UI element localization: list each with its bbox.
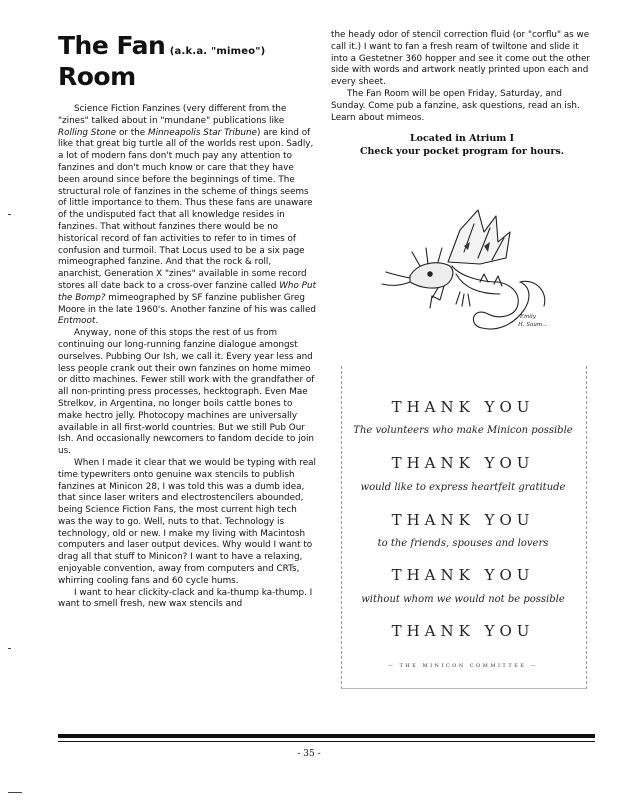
paragraph-2: Anyway, none of this stops the rest of us from continuing our long-running fanzine dialogue amongst ourselves. Pubbing Our Ish, we call it. Every year less and less people crank out their own fanzines on home mimeo or ditto machines. Fewer still work with the grandfather of all non-printing press processes, hecktograph. Even Mae Strelkov, in Argentina, no longer boils cattle bones to make hectro jelly. Photocopy machines are universally available in all first-world countries. But we still Pub Our Ish. And occasionally newcomers to fandom decide to join us.	[58, 328, 315, 457]
artist-signature-line-1: Emily	[520, 314, 536, 320]
scan-mark	[8, 214, 11, 215]
paragraph-5: the heady odor of stencil correction fluid (or "corflu" as we call it.) I want to fan a fresh ream of twiltone and slide it into a Gestetner 360 hopper and see it come out the other side with words and artwork neatly printed upon each and every sheet.	[331, 30, 591, 88]
paragraph-3: When I made it clear that we would be typing with real time typewriters onto genuine wax stencils to publish fanzines at Minicon 28, I was told this was a dumb idea, that since laser writers and electrostencilers abounded, being Science Fiction Fans, the most current high tech was the way to go. Well, nuts to that. Technology is technology, old or new. I make my living with Macintosh computers and laser output devices. Why would I want to drag all that stuff to Minicon? I want to have a relaxing, enjoyable convention, away from computers and CRTs, whirring cooling fans and 60 cycle hums.	[58, 457, 316, 586]
title-main-line-2: Room	[58, 62, 136, 91]
paragraph-1-text-a: Science Fiction Fanzines (very different from the "zines" talked about in "mundane" publications like	[58, 104, 287, 126]
publication-star-tribune: Minneapolis Star Tribune	[148, 127, 257, 138]
scan-mark	[8, 648, 11, 649]
dragon-illustration	[360, 202, 572, 342]
fanzine-who-put-the-bomp: Who Put the Bomp?	[58, 280, 317, 303]
thank-you-line-2: would like to express heartfelt gratitude	[360, 482, 566, 493]
scan-mark	[8, 792, 22, 793]
location-line-2: Check your pocket program for hours.	[359, 146, 565, 158]
artist-signature-line-2: H. Saum...	[518, 322, 548, 328]
fanzine-entmoot: Entmoot	[58, 316, 96, 327]
footer-rule-thick	[58, 734, 595, 738]
left-column	[58, 104, 316, 611]
thank-you-heading-1: THANK YOU	[391, 398, 535, 416]
article-title	[58, 30, 328, 92]
paragraph-1-text-c: ) are kind of like that great big turtle all of the worlds rest upon. Sadly, a lot of modern fans don't much pay any attention to fanzines and don't much know or care that they have been around since before the beginnings of time. The structural role of fanzines in the scheme of things seems of little importance to them. Thus these fans are unaware of the undisputed fact that all knowledge resides in fanzines. That without fanzines there would be no historical record of fan activities to refer to in times of confusion and turmoil. That Locus used to be a six page mimeographed fanzine. And that the rock & roll, anarchist, Generation X "zines" available in some record stores all date back to a cross-over fanzine called	[58, 127, 314, 291]
thank-you-card	[337, 366, 589, 688]
paragraph-1	[58, 104, 316, 328]
thank-you-heading-5: THANK YOU	[391, 622, 535, 640]
paragraph-1-text-b: or the	[116, 127, 149, 138]
thank-you-heading-2: THANK YOU	[391, 454, 535, 472]
title-main-line-1: The Fan	[58, 31, 166, 60]
paragraph-1-text-d: mimeographed by SF fanzine publisher Greg Moore in the late 1960's. Another fanzine of his was called	[58, 292, 316, 315]
thank-you-line-1: The volunteers who make Minicon possible	[353, 425, 573, 436]
paragraph-4: I want to hear clickity-clack and ka-thump ka-thump. I want to smell fresh, new wax stencils and	[58, 587, 313, 610]
paragraph-6: The Fan Room will be open Friday, Saturday, and Sunday. Come pub a fanzine, ask questions, read an ish. Learn about mimeos.	[331, 88, 580, 123]
location-note	[331, 132, 593, 158]
paragraph-1-text-e: .	[95, 316, 99, 327]
thank-you-line-4: without whom we would not be possible	[361, 594, 565, 605]
location-line-1: Located in Atrium I	[409, 133, 515, 145]
publication-rolling-stone: Rolling Stone	[58, 127, 117, 138]
title-aka: (a.k.a. "mimeo")	[169, 46, 266, 57]
page-number: - 35 -	[297, 749, 321, 759]
committee-credit: — THE MINICON COMMITTEE —	[387, 663, 539, 669]
thank-you-heading-3: THANK YOU	[391, 511, 535, 529]
thank-you-line-3: to the friends, spouses and lovers	[377, 538, 549, 549]
footer-rule-thin	[58, 741, 595, 742]
thank-you-heading-4: THANK YOU	[391, 566, 535, 584]
right-column	[331, 30, 593, 158]
